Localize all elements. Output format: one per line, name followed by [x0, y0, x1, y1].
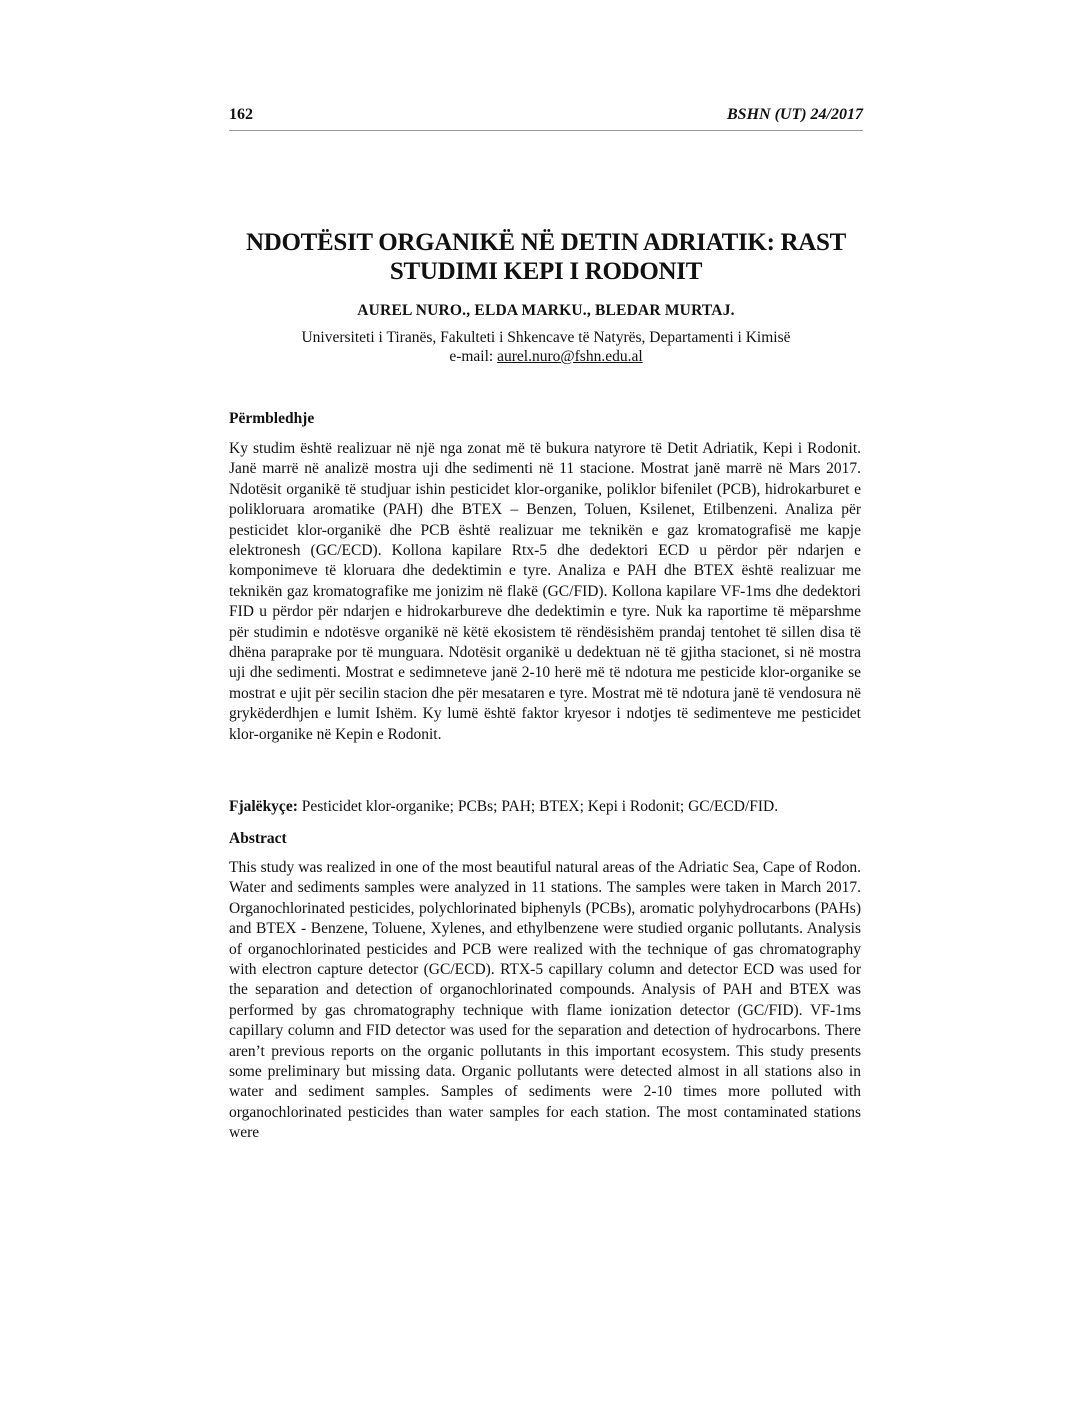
email-link[interactable]: aurel.nuro@fshn.edu.al — [497, 348, 643, 365]
keywords-label: Fjalëkyçe: — [229, 798, 298, 815]
page-number: 162 — [229, 106, 253, 123]
title-line-1: NDOTËSIT ORGANIKË NË DETIN ADRIATIK: RAST — [245, 229, 847, 256]
email-label: e-mail: — [449, 348, 498, 365]
journal-reference: BSHN (UT) 24/2017 — [727, 106, 863, 123]
keywords-text: Pesticidet klor-organike; PCBs; PAH; BTEX; Kepi i Rodonit; GC/ECD/FID. — [297, 798, 779, 815]
article-title — [229, 228, 863, 286]
institution: Universiteti i Tiranës, Fakulteti i Shkencave të Natyrës, Departamenti i Kimisë — [301, 329, 791, 346]
affiliation-block — [229, 328, 863, 366]
summary-heading: Përmbledhje — [229, 410, 315, 427]
summary-paragraph: Ky studim është realizuar në një nga zonat më të bukura natyrore të Detit Adriatik, Kepi i Rodonit. Janë marrë në analizë mostra uji dhe sedimenti në 11 stacione. Mostrat janë marrë në Mars 2017. Ndotësit organikë të studjuar ishin pesticidet klor-organike, poliklor bifenilet (PCB), hidrokarburet e polikloruara aromatike (PAH) dhe BTEX – Benzen, Toluen, Ksilenet, Etilbenzeni. Analiza për pesticidet klor-organikë dhe PCB është realizuar me teknikën e gaz kromatografisë me kapje elektronesh (GC/ECD). Kollona kapilare Rtx-5 dhe dedektori ECD u përdor për ndarjen e komponimeve të kloruara dhe dedektimin e tyre. Analiza e PAH dhe BTEX është realizuar me teknikën gaz kromatografike me jonizim në flakë (GC/FID). Kollona kapilare VF-1ms dhe dedektori FID u përdor për ndarjen e hidrokarbureve dhe dedektimin e tyre. Nuk ka raportime të mëparshme për studimin e ndotësve organikë në këtë ekosistem të rëndësishëm prandaj tentohet të sillen disa të dhëna paraprake por të munguara. Ndotësit organikë u dedektuan në të gjitha stacionet, si në mostra uji dhe sedimenti. Mostrat e sedimneteve janë 2-10 herë më të ndotura me pesticide klor-organike se mostrat e ujit për secilin stacion dhe për mesataren e tyre. Mostrat më të ndotura janë të vendosura në grykëderdhjen e lumit Ishëm. Ky lumë është faktor kryesor i ndotjes të sedimenteve me pesticidet klor-organike në Kepin e Rodonit. — [229, 440, 861, 743]
contact-line — [229, 347, 863, 366]
running-header — [229, 106, 863, 131]
keywords-line — [229, 798, 869, 816]
abstract-paragraph: This study was realized in one of the most beautiful natural areas of the Adriatic Sea, Cape of Rodon. Water and sediments samples were analyzed in 11 stations. The samples were taken in March 2017. Organochlorinated pesticides, polychlorinated biphenyls (PCBs), aromatic polyhydrocarbons (PAHs) and BTEX - Benzene, Toluene, Xylenes, and ethylbenzene were studied organic pollutants. Analysis of organochlorinated pesticides and PCB were realized with the technique of gas chromatography with electron capture detector (GC/ECD). RTX-5 capillary column and detector ECD was used for the separation and detection of organochlorinated compounds. Analysis of PAH and BTEX was performed by gas chromatography technique with flame ionization detector (GC/FID). VF-1ms capillary column and FID detector was used for the separation and detection of hydrocarbons. There aren’t previous reports on the organic pollutants in this important ecosystem. This study presents some preliminary but missing data. Organic pollutants were detected almost in all stations also in water and sediment samples. Samples of sediments were 2-10 times more polluted with organochlorinated pesticides than water samples for each station. The most contaminated stations were — [229, 859, 861, 1142]
abstract-heading: Abstract — [229, 830, 287, 847]
author-list: AUREL NURO., ELDA MARKU., BLEDAR MURTAJ. — [357, 302, 735, 319]
title-line-2: STUDIMI KEPI I RODONIT — [389, 258, 703, 285]
